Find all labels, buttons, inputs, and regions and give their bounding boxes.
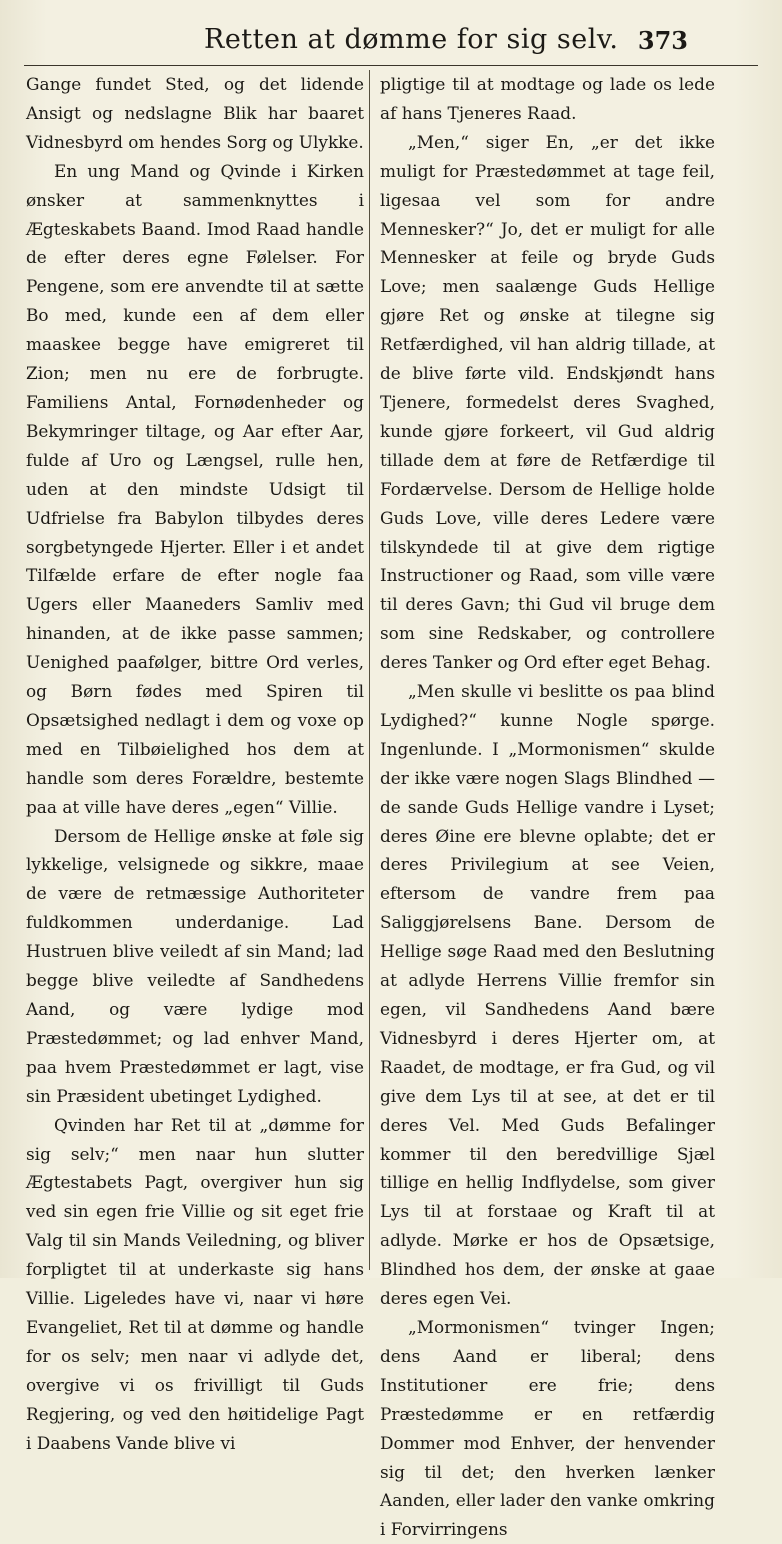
column-divider (369, 70, 370, 1270)
paragraph: Dersom de Hellige ønske at føle sig lykkelige, velsignede og sikkre, maae de være de retmæssige Authoriteter fuldkommen underdanige. Lad Hustruen blive veiledt af sin Mand; lad begge blive veiledte af Sandhedens Aand, og være lydige mod Præstedømmet; og lad enhver Mand, paa hvem Præstedømmet er lagt, vise sin Præsident ubetinget Lydighed. (26, 825, 364, 1106)
paragraph: Qvinden har Ret til at „dømme for sig selv;“ men naar hun slutter Ægtestabets Pagt, overgiver hun sig ved sin egen frie Villie og sit eget frie Valg til sin Mands Veiledning, og bliver forpligtet til at underkaste sig hans Villie. Ligeledes have vi, naar vi høre Evangeliet, Ret til at dømme og handle for os selv; men naar vi adlyde det, overgive vi os frivilligt til Guds Regjering, og ved den høitidelige Pagt i Daabens Vande blive vi (26, 1114, 364, 1453)
paragraph: pligtige til at modtage og lade os lede af hans Tjeneres Raad. (380, 74, 715, 123)
running-title: Retten at dømme for sig selv. (204, 24, 619, 55)
right-column (380, 70, 715, 1544)
paragraph: En ung Mand og Qvinde i Kirken ønsker at sammenknyttes i Ægteskabets Baand. Imod Raad handle de efter deres egne Følelser. For Pengene, som ere anvendte til at sætte Bo med, kunde een af dem eller maaskee begge have emigreret til Zion; men nu ere de forbrugte. Familiens Antal, Fornødenheder og Bekymringer tiltage, og Aar efter Aar, fulde af Uro og Længsel, rulle hen, uden at den mindste Udsigt til Udfrielse fra Babylon tilbydes deres sorgbetyngede Hjerter. Eller i et andet Tilfælde erfare de efter nogle faa Ugers eller Maaneders Samliv med hinanden, at de ikke passe sammen; Uenighed paafølger, bittre Ord verles, og Børn fødes med Spiren til Opsætsighed nedlagt i dem og voxe op med en Tilbøielighed hos dem at handle som deres Forældre, bestemte paa at ville have deres „egen“ Villie. (26, 160, 364, 817)
header-rule (24, 65, 758, 66)
page-header (24, 18, 758, 62)
paragraph: „Men,“ siger En, „er det ikke muligt for Præstedømmet at tage feil, ligesaa vel som for andre Mennesker?“ Jo, det er muligt for alle Mennesker at feile og bryde Guds Love; men saalænge Guds Hellige gjøre Ret og ønske at tilegne sig Retfærdighed, vil han aldrig tillade, at de blive førte vild. Endskjøndt hans Tjenere, formedelst deres Svaghed, kunde gjøre forkeert, vil Gud aldrig tillade dem at føre de Retfærdige til Fordærvelse. Dersom de Hellige holde Guds Love, ville deres Ledere være tilskyndede til at give dem rigtige Instructioner og Raad, som ville være til deres Gavn; thi Gud vil bruge dem som sine Redskaber, og controllere deres Tanker og Ord efter eget Behag. (380, 131, 715, 673)
left-column (26, 70, 364, 1458)
paragraph: „Mormonismen“ tvinger Ingen; dens Aand er liberal; dens Institutioner ere frie; dens Præstedømme er en retfærdig Dommer mod Enhver, der henvender sig til det; den hverken lænker Aanden, eller lader den vanke omkring i Forvirringens (380, 1316, 715, 1540)
paragraph: „Men skulle vi beslitte os paa blind Lydighed?“ kunne Nogle spørge. Ingenlunde. I „Mormonismen“ skulde der ikke være nogen Slags Blindhed — de sande Guds Hellige vandre i Lyset; deres Øine ere blevne oplabte; det er deres Privilegium at see Veien, eftersom de vandre frem paa Saliggjørelsens Bane. Dersom de Hellige søge Raad med den Beslutning at adlyde Herrens Villie fremfor sin egen, vil Sandhedens Aand bære Vidnesbyrd i deres Hjerter om, at Raadet, de modtage, er fra Gud, og vil give dem Lys til at see, at det er til deres Vel. Med Guds Befalinger kommer til den beredvillige Sjæl tillige en hellig Indflydelse, som giver Lys til at forstaae og Kraft til at adlyde. Mørke er hos de Opsætsige, Blindhed hos dem, der ønske at gaae deres egen Vei. (380, 681, 715, 1309)
paragraph: Gange fundet Sted, og det lidende Ansigt og nedslagne Blik har baaret Vidnesbyrd om hendes Sorg og Ulykke. (26, 74, 364, 152)
page-number: 373 (637, 26, 688, 55)
